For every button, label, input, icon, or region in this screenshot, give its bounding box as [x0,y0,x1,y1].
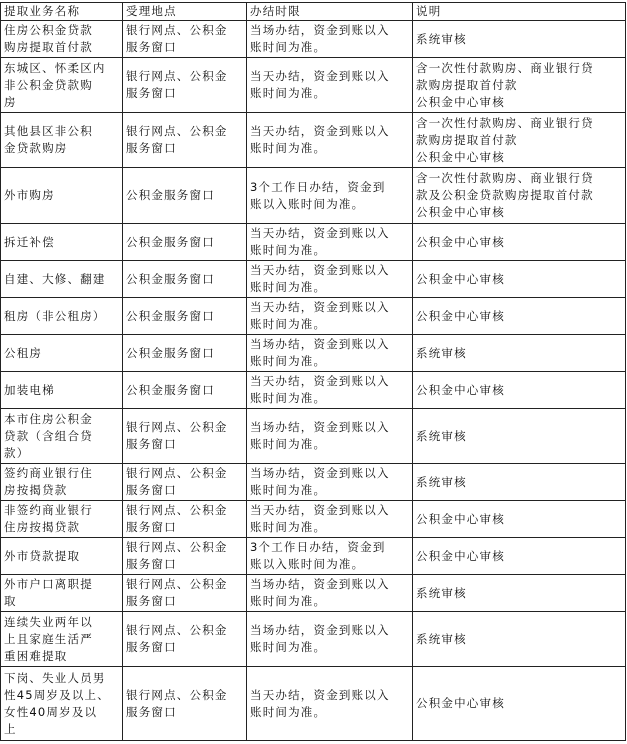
location-cell: 银行网点、公积金 服务窗口 [123,501,247,538]
time-limit-cell: 当场办结，资金到账以入 账时间为准。 [247,335,413,372]
business-name-cell: 公租房 [1,335,123,372]
table-row [1,575,626,612]
time-limit-cell: 当天办结，资金到账以入 账时间为准。 [247,501,413,538]
time-limit-cell: 3个工作日办结，资金到 账以入账时间为准。 [247,168,413,224]
notes-cell: 系统审核 [413,21,626,58]
notes-cell: 系统审核 [413,575,626,612]
table-row [1,21,626,58]
withdrawal-business-table [0,2,626,741]
location-cell: 公积金服务窗口 [123,224,247,261]
notes-cell: 含一次性付款购房、商业银行贷 款及公积金贷款购房提取首付款 公积金中心审核 [413,168,626,224]
table-body [1,21,626,741]
location-cell: 公积金服务窗口 [123,168,247,224]
location-cell: 银行网点、公积金 服务窗口 [123,409,247,464]
location-cell: 银行网点、公积金 服务窗口 [123,538,247,575]
business-name-cell: 租房（非公租房） [1,298,123,335]
time-limit-cell: 当天办结，资金到账以入 账时间为准。 [247,667,413,741]
location-cell: 银行网点、公积金 服务窗口 [123,464,247,501]
notes-cell: 公积金中心审核 [413,501,626,538]
time-limit-cell: 当天办结，资金到账以入 账时间为准。 [247,261,413,298]
table-row [1,501,626,538]
business-name-cell: 外市户口离职提 取 [1,575,123,612]
location-cell: 公积金服务窗口 [123,335,247,372]
location-cell: 银行网点、公积金 服务窗口 [123,113,247,168]
notes-cell: 公积金中心审核 [413,224,626,261]
business-name-cell: 住房公积金贷款 购房提取首付款 [1,21,123,58]
business-name-cell: 外市贷款提取 [1,538,123,575]
location-cell: 公积金服务窗口 [123,261,247,298]
table-row [1,335,626,372]
business-name-cell: 东城区、怀柔区内 非公积金贷款购 房 [1,58,123,113]
location-cell: 银行网点、公积金 服务窗口 [123,58,247,113]
notes-cell: 系统审核 [413,612,626,667]
business-name-cell: 自建、大修、翻建 [1,261,123,298]
table-row [1,58,626,113]
notes-cell: 公积金中心审核 [413,261,626,298]
time-limit-cell: 当天办结，资金到账以入 账时间为准。 [247,298,413,335]
notes-cell: 公积金中心审核 [413,538,626,575]
table-row [1,409,626,464]
notes-cell: 公积金中心审核 [413,667,626,741]
header-business-name: 提取业务名称 [1,3,123,21]
notes-cell: 系统审核 [413,409,626,464]
table-row [1,464,626,501]
header-location: 受理地点 [123,3,247,21]
business-name-cell: 下岗、失业人员男 性45周岁及以上、 女性40周岁及以 上 [1,667,123,741]
table-row [1,261,626,298]
table-row [1,667,626,741]
time-limit-cell: 当天办结，资金到账以入 账时间为准。 [247,58,413,113]
table-row [1,168,626,224]
location-cell: 银行网点、公积金 服务窗口 [123,21,247,58]
notes-cell: 系统审核 [413,464,626,501]
business-name-cell: 其他县区非公积 金贷款购房 [1,113,123,168]
time-limit-cell: 当天办结，资金到账以入 账时间为准。 [247,113,413,168]
location-cell: 银行网点、公积金 服务窗口 [123,667,247,741]
table-row [1,538,626,575]
business-name-cell: 加装电梯 [1,372,123,409]
header-notes: 说明 [413,3,626,21]
notes-cell: 系统审核 [413,335,626,372]
table-header-row [1,3,626,21]
time-limit-cell: 3个工作日办结，资金到 账以入账时间为准。 [247,538,413,575]
business-name-cell: 连续失业两年以 上且家庭生活严 重困难提取 [1,612,123,667]
time-limit-cell: 当场办结，资金到账以入 账时间为准。 [247,21,413,58]
notes-cell: 含一次性付款购房、商业银行贷 款购房提取首付款 公积金中心审核 [413,58,626,113]
time-limit-cell: 当场办结，资金到账以入 账时间为准。 [247,464,413,501]
time-limit-cell: 当天办结，资金到账以入 账时间为准。 [247,224,413,261]
business-name-cell: 签约商业银行住 房按揭贷款 [1,464,123,501]
business-name-cell: 外市购房 [1,168,123,224]
location-cell: 公积金服务窗口 [123,372,247,409]
notes-cell: 公积金中心审核 [413,372,626,409]
location-cell: 银行网点、公积金 服务窗口 [123,612,247,667]
table-row [1,372,626,409]
time-limit-cell: 当天办结，资金到账以入 账时间为准。 [247,372,413,409]
business-name-cell: 非签约商业银行 住房按揭贷款 [1,501,123,538]
table-row [1,113,626,168]
time-limit-cell: 当场办结，资金到账以入 账时间为准。 [247,612,413,667]
location-cell: 银行网点、公积金 服务窗口 [123,575,247,612]
table-row [1,612,626,667]
business-name-cell: 拆迁补偿 [1,224,123,261]
table-row [1,224,626,261]
header-time-limit: 办结时限 [247,3,413,21]
business-name-cell: 本市住房公积金 贷款（含组合贷 款） [1,409,123,464]
time-limit-cell: 当场办结，资金到账以入 账时间为准。 [247,575,413,612]
table-row [1,298,626,335]
time-limit-cell: 当场办结，资金到账以入 账时间为准。 [247,409,413,464]
location-cell: 公积金服务窗口 [123,298,247,335]
notes-cell: 含一次性付款购房、商业银行贷 款购房提取首付款 公积金中心审核 [413,113,626,168]
notes-cell: 公积金中心审核 [413,298,626,335]
